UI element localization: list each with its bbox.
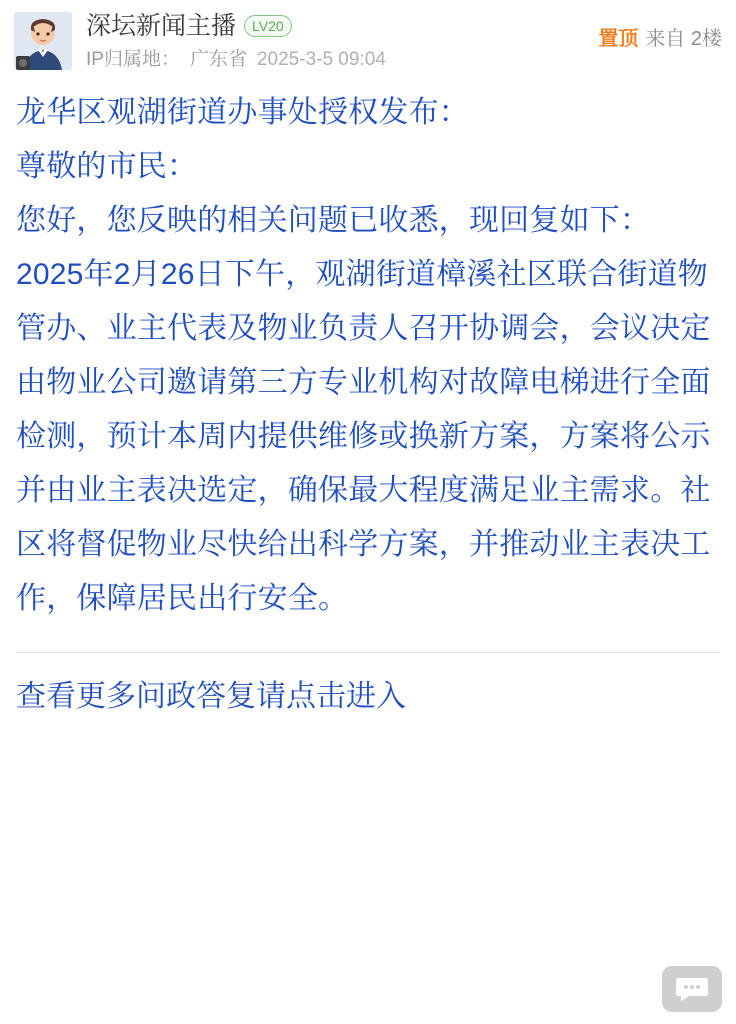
status-badge: 置顶 [598, 28, 639, 50]
user-avatar-icon [14, 12, 72, 70]
comment-bubble-icon [675, 976, 709, 1002]
post-header [0, 0, 736, 78]
post-paragraph: 尊敬的市民： [16, 150, 198, 183]
post-paragraph: 您好，您反映的相关问题已收悉，现回复如下： [16, 204, 651, 237]
post-body [0, 78, 736, 626]
post-timestamp: 2025-3-5 09:04 [256, 49, 386, 70]
post-header-right [598, 22, 722, 51]
ip-label: IP归属地： [86, 49, 180, 70]
floor-label[interactable]: 来自 2楼 [645, 28, 722, 50]
post-paragraph: 2025年2月26日下午，观湖街道樟溪社区联合街道物管办、业主代表及物业负责人召开协调会，会议决定由物业公司邀请第三方专业机构对故障电梯进行全面检测，预计本周内提供维修或换新方案，方案将公示并由业主表决选定，确保最大程度满足业主需求。社区将督促物业尽快给出科学方案，并推动业主表决工作，保障居民出行安全。 [16, 258, 711, 615]
post-paragraph: 龙华区观湖街道办事处授权发布： [16, 96, 469, 129]
more-replies-link[interactable]: 查看更多问政答复请点击进入 [16, 680, 406, 713]
author-name[interactable]: 深坛新闻主播 [86, 12, 237, 40]
comment-button[interactable] [662, 966, 722, 1012]
ip-region: 广东省 [189, 49, 247, 70]
bottom-bar [0, 1020, 736, 1024]
avatar[interactable] [14, 12, 72, 70]
post-meta [86, 48, 722, 72]
level-badge: LV20 [244, 15, 292, 37]
